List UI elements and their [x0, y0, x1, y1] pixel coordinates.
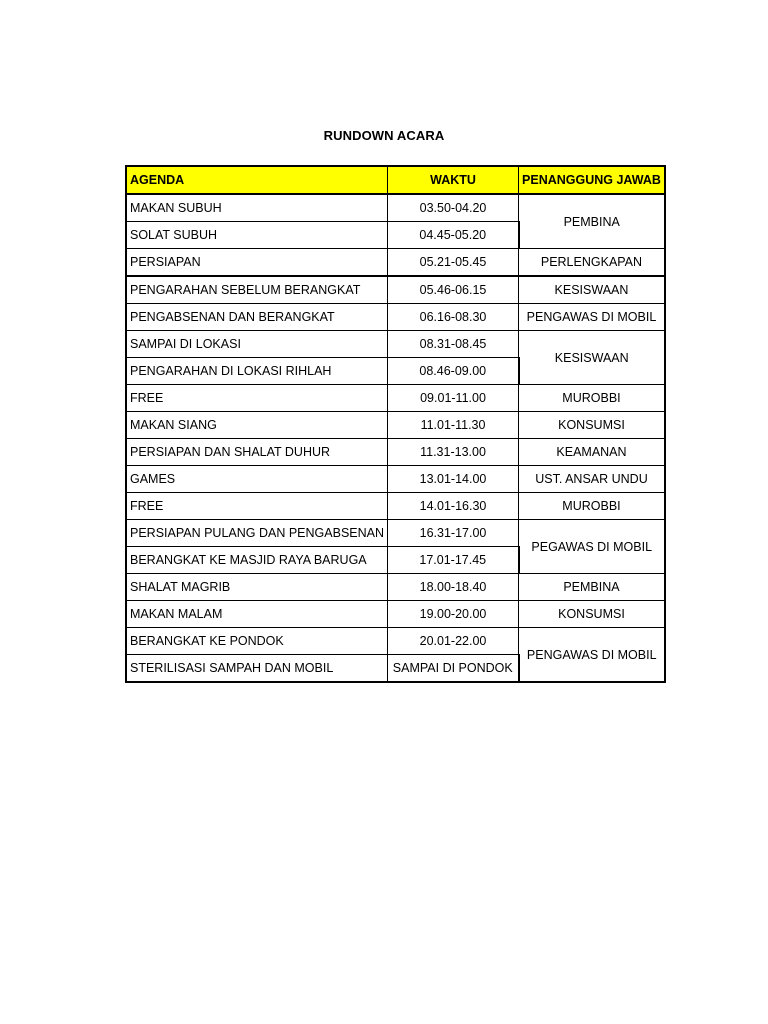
agenda-cell: FREE [126, 493, 388, 520]
header-penanggung-jawab: PENANGGUNG JAWAB [519, 166, 665, 194]
waktu-cell: 11.31-13.00 [388, 439, 519, 466]
penanggung-jawab-cell: KONSUMSI [519, 601, 665, 628]
penanggung-jawab-cell: PEMBINA [519, 194, 665, 249]
table-row [126, 493, 665, 520]
penanggung-jawab-cell: PENGAWAS DI MOBIL [519, 304, 665, 331]
agenda-cell: PERSIAPAN PULANG DAN PENGABSENAN [126, 520, 388, 547]
waktu-cell: 17.01-17.45 [388, 547, 519, 574]
penanggung-jawab-cell: PEMBINA [519, 574, 665, 601]
waktu-cell: 16.31-17.00 [388, 520, 519, 547]
header-waktu: WAKTU [388, 166, 519, 194]
waktu-cell: 11.01-11.30 [388, 412, 519, 439]
agenda-cell: PENGARAHAN DI LOKASI RIHLAH [126, 358, 388, 385]
waktu-cell: 03.50-04.20 [388, 194, 519, 222]
penanggung-jawab-cell: KEAMANAN [519, 439, 665, 466]
table-row [126, 601, 665, 628]
waktu-cell: 13.01-14.00 [388, 466, 519, 493]
penanggung-jawab-cell: PEGAWAS DI MOBIL [519, 520, 665, 574]
agenda-cell: FREE [126, 385, 388, 412]
table-row [126, 412, 665, 439]
waktu-cell: 14.01-16.30 [388, 493, 519, 520]
table-row [126, 304, 665, 331]
agenda-cell: MAKAN SUBUH [126, 194, 388, 222]
agenda-cell: PENGARAHAN SEBELUM BERANGKAT [126, 276, 388, 304]
agenda-cell: PERSIAPAN [126, 249, 388, 277]
agenda-cell: MAKAN SIANG [126, 412, 388, 439]
table-row [126, 194, 665, 222]
waktu-cell: 18.00-18.40 [388, 574, 519, 601]
agenda-cell: BERANGKAT KE MASJID RAYA BARUGA [126, 547, 388, 574]
agenda-cell: PENGABSENAN DAN BERANGKAT [126, 304, 388, 331]
waktu-cell: 05.21-05.45 [388, 249, 519, 277]
table-row [126, 439, 665, 466]
page-title: RUNDOWN ACARA [323, 128, 445, 143]
penanggung-jawab-cell: PERLENGKAPAN [519, 249, 665, 277]
table-row [126, 520, 665, 547]
waktu-cell: 04.45-05.20 [388, 222, 519, 249]
table-row [126, 276, 665, 304]
agenda-cell: GAMES [126, 466, 388, 493]
waktu-cell: 08.31-08.45 [388, 331, 519, 358]
header-agenda: AGENDA [126, 166, 388, 194]
penanggung-jawab-cell: KONSUMSI [519, 412, 665, 439]
table-body [126, 194, 665, 682]
waktu-cell: 09.01-11.00 [388, 385, 519, 412]
waktu-cell: 05.46-06.15 [388, 276, 519, 304]
agenda-cell: PERSIAPAN DAN SHALAT DUHUR [126, 439, 388, 466]
penanggung-jawab-cell: PENGAWAS DI MOBIL [519, 628, 665, 683]
waktu-cell: SAMPAI DI PONDOK [388, 655, 519, 683]
penanggung-jawab-cell: KESISWAAN [519, 276, 665, 304]
waktu-cell: 08.46-09.00 [388, 358, 519, 385]
rundown-table [125, 165, 666, 683]
penanggung-jawab-cell: UST. ANSAR UNDU [519, 466, 665, 493]
agenda-cell: SAMPAI DI LOKASI [126, 331, 388, 358]
agenda-cell: SHALAT MAGRIB [126, 574, 388, 601]
waktu-cell: 20.01-22.00 [388, 628, 519, 655]
penanggung-jawab-cell: MUROBBI [519, 493, 665, 520]
waktu-cell: 06.16-08.30 [388, 304, 519, 331]
table-row [126, 385, 665, 412]
table-row [126, 466, 665, 493]
waktu-cell: 19.00-20.00 [388, 601, 519, 628]
agenda-cell: STERILISASI SAMPAH DAN MOBIL [126, 655, 388, 683]
table-row [126, 574, 665, 601]
table-row [126, 249, 665, 277]
table-row [126, 628, 665, 655]
agenda-cell: SOLAT SUBUH [126, 222, 388, 249]
table-row [126, 331, 665, 358]
penanggung-jawab-cell: MUROBBI [519, 385, 665, 412]
agenda-cell: BERANGKAT KE PONDOK [126, 628, 388, 655]
table-header-row [126, 166, 665, 194]
agenda-cell: MAKAN MALAM [126, 601, 388, 628]
penanggung-jawab-cell: KESISWAAN [519, 331, 665, 385]
